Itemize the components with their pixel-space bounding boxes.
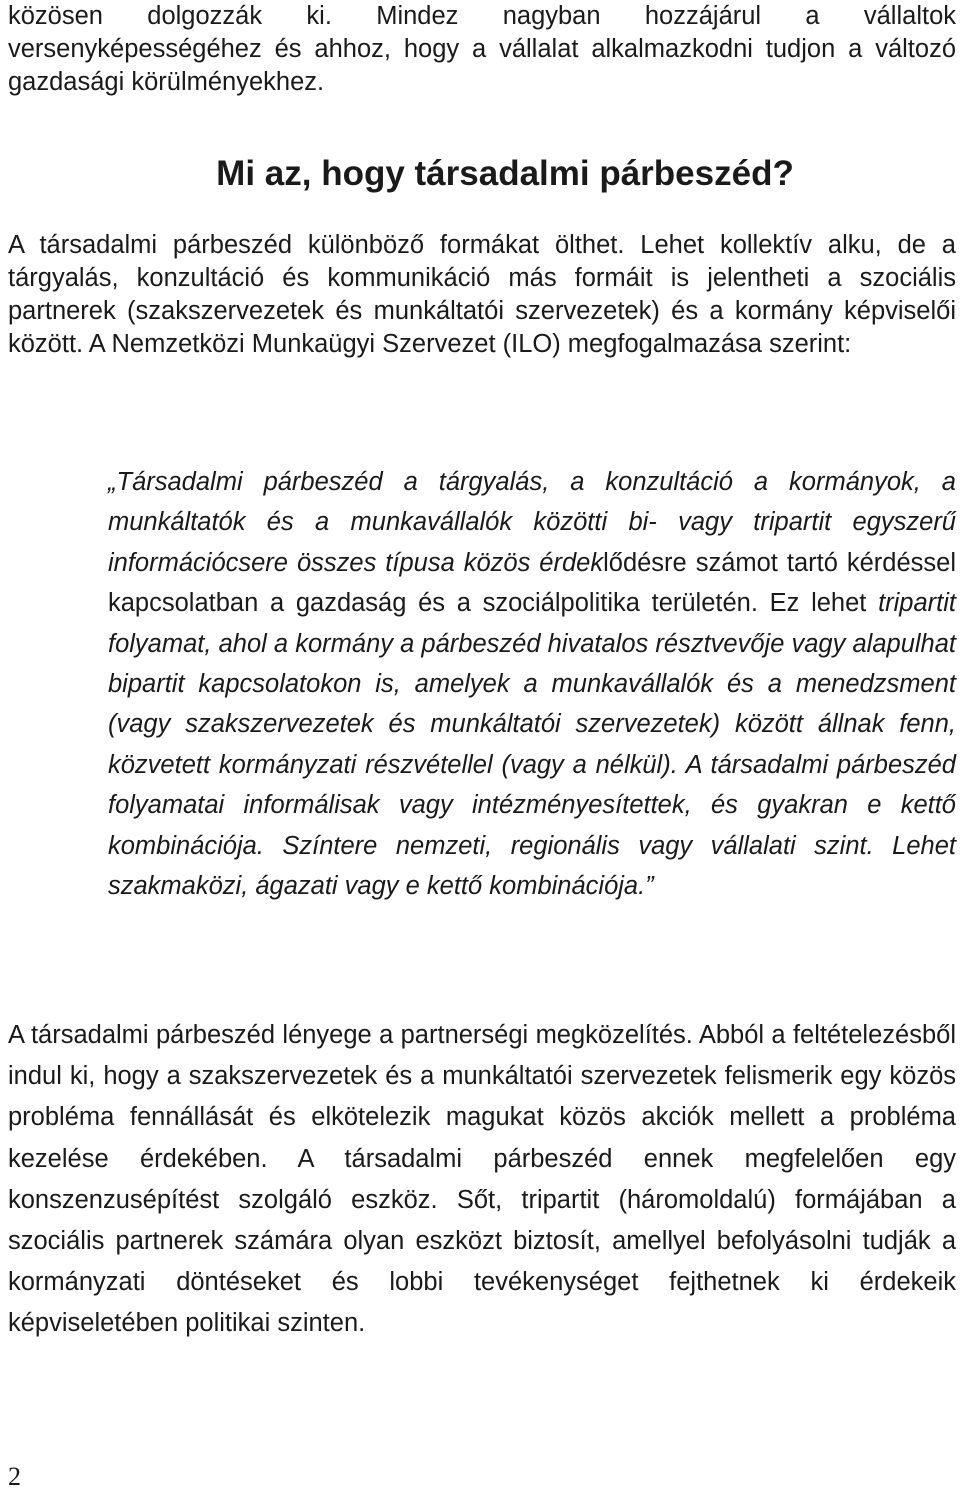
paragraph-essence: A társadalmi párbeszéd lényege a partnerségi megközelítés. Abból a feltételezésből indul ki, hogy a szakszervezetek és a munkáltatói szervezetek felismerik egy közös probléma fennállását és elkötelezik magukat közös akciók mellett a probléma kezelése érdekében. A társadalmi párbeszéd ennek megfelelően egy konszenzusépítést szolgáló eszköz. Sőt, tripartit (háromoldalú) formájában a szociális partnerek számára olyan eszközt biztosít, amellyel befolyásolni tudják a kormányzati döntéseket és lobbi tevékenységet fejthetnek ki érdekeik képviseletében politikai szinten.	[8, 1021, 956, 1338]
quote-part-3: tripartit folyamat, ahol a kormány a párbeszéd hivatalos résztvevője vagy alapulhat bipartit kapcsolatokon is, amelyek a munkavállalók és a menedzsment (vagy szakszervezetek és munkáltatói szervezetek) között állnak fenn, közvetett kormányzati részvétellel (vagy a nélkül). A társadalmi párbeszéd folyamatai informálisak vagy intézményesítettek, és gyakran e kettő kombinációja. Színtere nemzeti, regionális vagy vállalati szint. Lehet szakmaközi, ágazati vagy e kettő kombinációja.”	[108, 589, 956, 901]
paragraph-intro: A társadalmi párbeszéd különböző formákat ölthet. Lehet kollektív alku, de a tárgyalás, konzultáció és kommunikáció más formáit is jelentheti a szociális partnerek (szakszervezetek és munkáltatói szervezetek) és a kormány képviselői között. A Nemzetközi Munkaügyi Szervezet (ILO) megfogalmazása szerint:	[8, 231, 956, 358]
section-heading: Mi az, hogy társadalmi párbeszéd?	[216, 154, 794, 193]
paragraph-top: közösen dolgozzák ki. Mindez nagyban hozzájárul a vállaltok versenyképességéhez és ahhoz, hogy a vállalat alkalmazkodni tudjon a változó gazdasági körülményekhez.	[8, 2, 956, 96]
page-number: 2	[8, 1462, 21, 1491]
quote-part-1: „Társadalmi párbeszéd a tárgyalás, a konzultáció a kormányok, a munkáltatók és a munkavállalók közötti bi- vagy tripartit egyszerű információcsere összes típusa közös érdek	[108, 468, 956, 577]
ilo-quote	[108, 462, 956, 906]
quote-part-2: lődésre számot tartó kérdéssel kapcsolatban a gazdaság és a szociálpolitika területén. Ez lehet	[108, 548, 956, 618]
